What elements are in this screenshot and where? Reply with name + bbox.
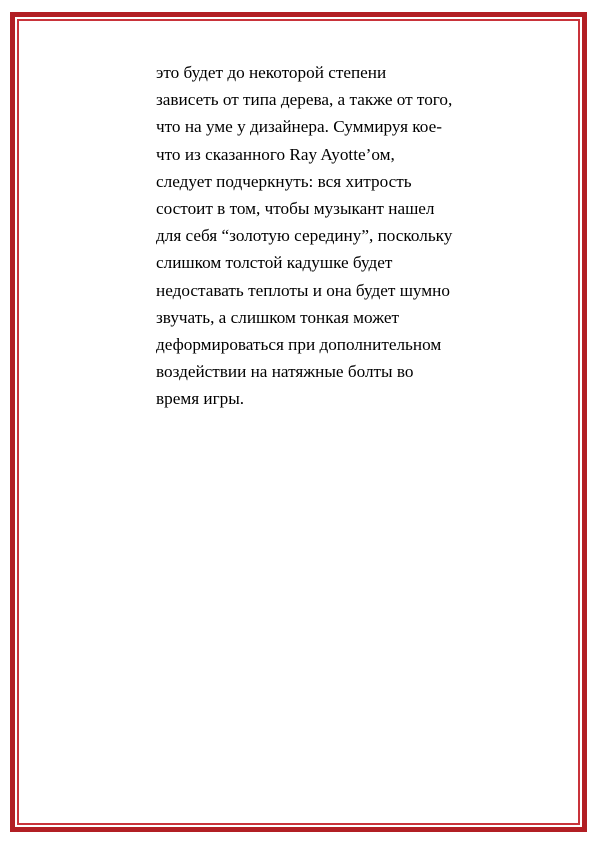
text-line: что из сказанного Ray Ayotte’ом, — [156, 144, 395, 164]
text-line: воздействии на натяжные болты во — [156, 362, 414, 382]
text-line: деформироваться при дополнительном — [156, 335, 442, 355]
text-line: время игры. — [156, 389, 245, 409]
text-line: это будет до некоторой степени — [156, 63, 387, 82]
text-line: что на уме у дизайнера. Суммируя кое- — [156, 117, 442, 137]
text-line: слишком толстой кадушке будет — [156, 253, 393, 273]
body-text — [156, 59, 516, 413]
text-line: состоит в том, чтобы музыкант нашел — [156, 199, 435, 219]
text-line: звучать, а слишком тонкая может — [156, 307, 399, 327]
text-line: зависеть от типа дерева, а также от того, — [156, 90, 453, 110]
text-line: для себя “золотую середину”, поскольку — [156, 226, 453, 246]
text-line: недоставать теплоты и она будет шумно — [156, 280, 450, 300]
text-line: следует подчеркнуть: вся хитрость — [156, 171, 412, 191]
